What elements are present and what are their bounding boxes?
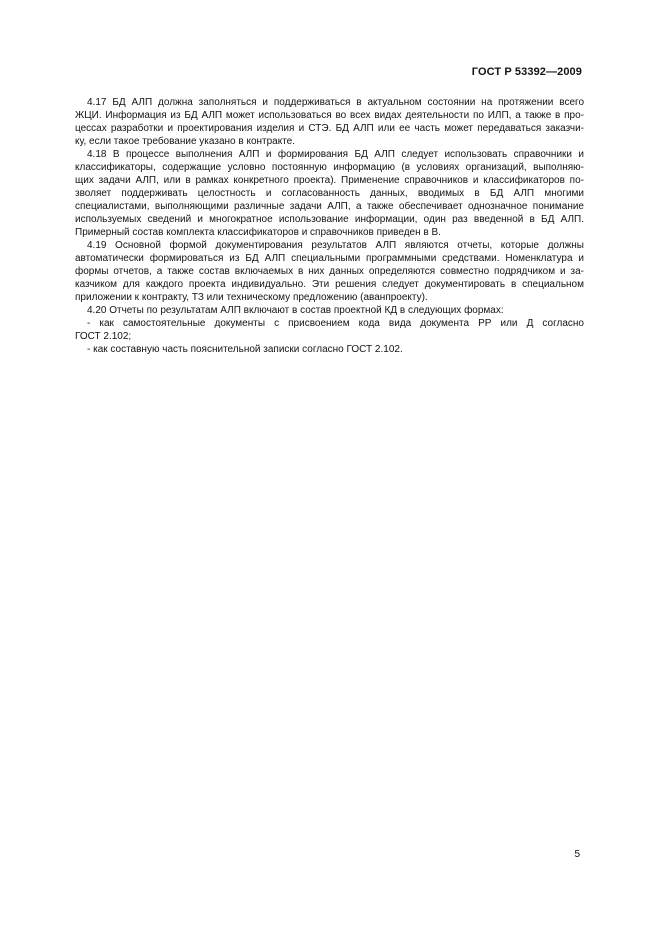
paragraph-4-19: [75, 239, 584, 304]
text-line: ку, если такое требование указано в контракте.: [75, 136, 296, 147]
text-line: ЖЦИ. Информация из БД АЛП может использоваться во всех видах деятельности по ИЛП, а также в про-: [75, 110, 584, 121]
text-line: Примерный состав комплекта классификаторов и справочников приведен в В.: [75, 227, 441, 238]
text-line: зволяет поддерживать целостность и согласованность данных, вводимых в БД АЛП многими: [75, 188, 584, 199]
page-number: 5: [574, 849, 580, 860]
text-line: казчиком для каждого проекта индивидуально. Эти решения следует документировать в специальном: [75, 279, 584, 290]
text-line: - как составную часть пояснительной записки согласно ГОСТ 2.102.: [87, 344, 403, 355]
paragraph-4-20: [75, 304, 584, 317]
text-line: щих задачи АЛП, или в рамках конкретного проекта). Применение справочников и классификаторов по-: [75, 175, 584, 186]
text-line: специалистами, выполняющими различные задачи АЛП, а также обеспечивает однозначное понимание: [75, 201, 584, 212]
text-line: 4.19 Основной формой документирования результатов АЛП являются отчеты, которые должны: [87, 240, 584, 251]
text-line: приложении к контракту, ТЗ или техническому предложению (аванпроекту).: [75, 292, 428, 303]
document-body: [75, 96, 584, 356]
list-item: [75, 317, 584, 343]
document-code-header: ГОСТ Р 53392—2009: [471, 66, 582, 78]
text-line: формы отчетов, а также состав включаемых в них данных определяются совместно подрядчиком и за-: [75, 266, 584, 277]
text-line: 4.20 Отчеты по результатам АЛП включают в состав проектной КД в следующих формах:: [87, 305, 504, 316]
text-line: - как самостоятельные документы с присвоением кода вида документа РР или Д согласно: [87, 318, 584, 329]
text-line: автоматически формироваться из БД АЛП специальными программными средствами. Номенклатура и: [75, 253, 584, 264]
text-line: ГОСТ 2.102;: [75, 331, 132, 342]
paragraph-4-18: [75, 148, 584, 239]
text-line: классификаторы, содержащие условно постоянную информацию (в условиях организаций, выполняю-: [75, 162, 584, 173]
list-item: [75, 343, 584, 356]
text-line: 4.18 В процессе выполнения АЛП и формирования БД АЛП следует использовать справочники и: [87, 149, 584, 160]
paragraph-4-17: [75, 96, 584, 148]
text-line: 4.17 БД АЛП должна заполняться и поддерживаться в актуальном состоянии на протяжении всего: [87, 97, 584, 108]
text-line: используемых сведений и многократное использование информации, один раз введенной в БД АЛП.: [75, 214, 584, 225]
text-line: цессах разработки и проектирования изделия и СТЭ. БД АЛП или ее часть может передаваться заказчи-: [75, 123, 584, 134]
